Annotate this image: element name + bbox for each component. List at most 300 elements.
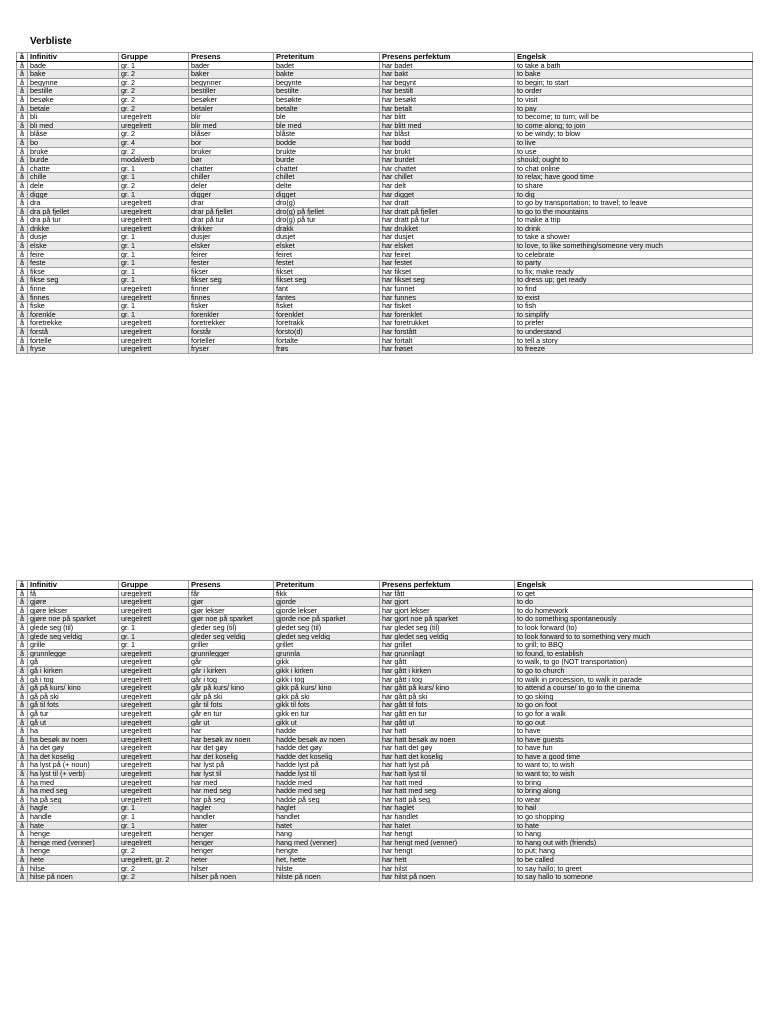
cell-gruppe: modalverb	[119, 156, 189, 165]
cell-infinitiv: bestille	[28, 87, 119, 96]
cell-gruppe: uregelrett	[119, 787, 189, 796]
cell-gruppe: uregelrett	[119, 830, 189, 839]
infinitive-marker: å	[17, 632, 28, 641]
table-row	[17, 658, 753, 667]
cell-infinitiv: finnes	[28, 293, 119, 302]
cell-presens-perfektum: har hatt lyst på	[380, 761, 515, 770]
cell-gruppe: uregelrett	[119, 701, 189, 710]
infinitive-marker: å	[17, 847, 28, 856]
cell-presens-perfektum: har badet	[380, 61, 515, 70]
infinitive-marker: å	[17, 61, 28, 70]
cell-presens: går på ski	[189, 692, 274, 701]
infinitive-marker: å	[17, 267, 28, 276]
table-row	[17, 70, 753, 79]
cell-presens: fester	[189, 259, 274, 268]
cell-presens-perfektum: har gått ut	[380, 718, 515, 727]
cell-gruppe: uregelrett	[119, 216, 189, 225]
cell-presens-perfektum: har hengt med (venner)	[380, 838, 515, 847]
cell-presens-perfektum: har hatt på seg	[380, 795, 515, 804]
cell-presens-perfektum: har gjort noe på sparket	[380, 615, 515, 624]
infinitive-marker: å	[17, 319, 28, 328]
cell-preteritum: feiret	[274, 250, 380, 259]
cell-presens-perfektum: har gått i kirken	[380, 666, 515, 675]
cell-preteritum: gikk til fots	[274, 701, 380, 710]
cell-gruppe: uregelrett	[119, 718, 189, 727]
table-row	[17, 795, 753, 804]
cell-presens: har lyst til	[189, 770, 274, 779]
cell-presens: forstår	[189, 328, 274, 337]
cell-infinitiv: bade	[28, 61, 119, 70]
cell-infinitiv: få	[28, 589, 119, 598]
cell-presens: går til fots	[189, 701, 274, 710]
cell-gruppe: uregelrett	[119, 684, 189, 693]
cell-presens-perfektum: har hatt det gøy	[380, 744, 515, 753]
infinitive-marker: å	[17, 156, 28, 165]
table-row	[17, 121, 753, 130]
infinitive-marker: å	[17, 242, 28, 251]
table-row	[17, 216, 753, 225]
cell-presens-perfektum: har gått på ski	[380, 692, 515, 701]
cell-presens: får	[189, 589, 274, 598]
cell-preteritum: hadde på seg	[274, 795, 380, 804]
infinitive-marker: å	[17, 821, 28, 830]
cell-preteritum: burde	[274, 156, 380, 165]
infinitive-marker: å	[17, 709, 28, 718]
cell-preteritum: fikset seg	[274, 276, 380, 285]
infinitive-marker: å	[17, 293, 28, 302]
cell-presens-perfektum: har haglet	[380, 804, 515, 813]
cell-engelsk: to go out	[515, 718, 753, 727]
header-infinitiv: Infinitiv	[28, 581, 119, 590]
infinitive-marker: å	[17, 147, 28, 156]
infinitive-marker: å	[17, 104, 28, 113]
table-row	[17, 259, 753, 268]
cell-engelsk: to put; hang	[515, 847, 753, 856]
cell-infinitiv: finne	[28, 285, 119, 294]
cell-presens: blir	[189, 113, 274, 122]
table-row	[17, 856, 753, 865]
cell-presens-perfektum: har gått	[380, 658, 515, 667]
cell-gruppe: gr. 4	[119, 138, 189, 147]
cell-gruppe: gr. 2	[119, 104, 189, 113]
cell-presens: gjør	[189, 598, 274, 607]
cell-preteritum: gjorde noe på sparket	[274, 615, 380, 624]
cell-preteritum: haglet	[274, 804, 380, 813]
table-row	[17, 138, 753, 147]
table-row	[17, 336, 753, 345]
cell-gruppe: uregelrett	[119, 121, 189, 130]
infinitive-marker: å	[17, 95, 28, 104]
cell-preteritum: drakk	[274, 224, 380, 233]
cell-presens: bestiller	[189, 87, 274, 96]
cell-preteritum: brukte	[274, 147, 380, 156]
cell-preteritum: gledet seg (til)	[274, 623, 380, 632]
cell-preteritum: bestilte	[274, 87, 380, 96]
page-title: Verbliste	[30, 36, 72, 47]
infinitive-marker: å	[17, 727, 28, 736]
table-row	[17, 104, 753, 113]
cell-gruppe: uregelrett	[119, 727, 189, 736]
header-presens: Presens	[189, 53, 274, 62]
table-row	[17, 164, 753, 173]
header-prefix-cell: å	[17, 581, 28, 590]
cell-infinitiv: ha med	[28, 778, 119, 787]
cell-presens-perfektum: har blitt med	[380, 121, 515, 130]
cell-gruppe: uregelrett	[119, 336, 189, 345]
cell-preteritum: fortalte	[274, 336, 380, 345]
cell-presens: gleder seg (til)	[189, 623, 274, 632]
cell-preteritum: gjorde lekser	[274, 606, 380, 615]
cell-presens: gjør noe på sparket	[189, 615, 274, 624]
cell-presens-perfektum: har dratt på tur	[380, 216, 515, 225]
cell-preteritum: gikk en tur	[274, 709, 380, 718]
cell-infinitiv: digge	[28, 190, 119, 199]
cell-presens-perfektum: har begynt	[380, 78, 515, 87]
cell-gruppe: gr. 1	[119, 190, 189, 199]
cell-infinitiv: bo	[28, 138, 119, 147]
cell-presens: handler	[189, 813, 274, 822]
cell-infinitiv: fiske	[28, 302, 119, 311]
cell-gruppe: uregelrett	[119, 207, 189, 216]
cell-presens-perfektum: har hatt det koselig	[380, 752, 515, 761]
infinitive-marker: å	[17, 684, 28, 693]
table-header-row	[17, 581, 753, 590]
table-row	[17, 718, 753, 727]
cell-gruppe: uregelrett	[119, 692, 189, 701]
infinitive-marker: å	[17, 328, 28, 337]
header-presens-perfektum: Presens perfektum	[380, 53, 515, 62]
table-row	[17, 761, 753, 770]
cell-preteritum: dusjet	[274, 233, 380, 242]
header-prefix-cell: å	[17, 53, 28, 62]
cell-gruppe: gr. 1	[119, 310, 189, 319]
cell-infinitiv: fryse	[28, 345, 119, 354]
cell-infinitiv: glede seg (til)	[28, 623, 119, 632]
cell-presens-perfektum: har bakt	[380, 70, 515, 79]
cell-engelsk: to relax; have good time	[515, 173, 753, 182]
cell-infinitiv: ha lyst til (+ verb)	[28, 770, 119, 779]
cell-infinitiv: ha det koselig	[28, 752, 119, 761]
cell-gruppe: gr. 2	[119, 181, 189, 190]
cell-gruppe: gr. 1	[119, 250, 189, 259]
infinitive-marker: å	[17, 666, 28, 675]
cell-infinitiv: henge	[28, 830, 119, 839]
cell-infinitiv: bli	[28, 113, 119, 122]
cell-engelsk: to have a good time	[515, 752, 753, 761]
cell-gruppe: uregelrett	[119, 199, 189, 208]
cell-engelsk: to go to the mountains	[515, 207, 753, 216]
infinitive-marker: å	[17, 190, 28, 199]
cell-gruppe: gr. 2	[119, 873, 189, 882]
table-row	[17, 130, 753, 139]
cell-presens-perfektum: har gått på kurs/ kino	[380, 684, 515, 693]
table-row	[17, 666, 753, 675]
cell-engelsk: to live	[515, 138, 753, 147]
cell-presens: fryser	[189, 345, 274, 354]
cell-presens: går i tog	[189, 675, 274, 684]
cell-preteritum: besøkte	[274, 95, 380, 104]
cell-gruppe: gr. 1	[119, 813, 189, 822]
cell-presens: fikser	[189, 267, 274, 276]
cell-engelsk: to found, to establish	[515, 649, 753, 658]
cell-gruppe: gr. 1	[119, 641, 189, 650]
cell-preteritum: gikk på kurs/ kino	[274, 684, 380, 693]
cell-gruppe: gr. 2	[119, 70, 189, 79]
cell-gruppe: gr. 1	[119, 302, 189, 311]
cell-infinitiv: henge	[28, 847, 119, 856]
cell-engelsk: to go to church	[515, 666, 753, 675]
table-row	[17, 735, 753, 744]
cell-engelsk: to be called	[515, 856, 753, 865]
table-row	[17, 293, 753, 302]
cell-engelsk: to bring	[515, 778, 753, 787]
cell-infinitiv: forenkle	[28, 310, 119, 319]
cell-preteritum: fikset	[274, 267, 380, 276]
cell-gruppe: gr. 2	[119, 87, 189, 96]
cell-presens: blir med	[189, 121, 274, 130]
cell-engelsk: to do	[515, 598, 753, 607]
infinitive-marker: å	[17, 718, 28, 727]
cell-presens: går	[189, 658, 274, 667]
header-gruppe: Gruppe	[119, 53, 189, 62]
infinitive-marker: å	[17, 623, 28, 632]
cell-infinitiv: bruke	[28, 147, 119, 156]
cell-infinitiv: gå på ski	[28, 692, 119, 701]
cell-infinitiv: ha	[28, 727, 119, 736]
infinitive-marker: å	[17, 78, 28, 87]
cell-preteritum: gikk	[274, 658, 380, 667]
cell-presens: deler	[189, 181, 274, 190]
cell-gruppe: gr. 2	[119, 95, 189, 104]
cell-engelsk: to understand	[515, 328, 753, 337]
cell-engelsk: to hail	[515, 804, 753, 813]
cell-presens-perfektum: har gått til fots	[380, 701, 515, 710]
cell-infinitiv: chille	[28, 173, 119, 182]
cell-infinitiv: forstå	[28, 328, 119, 337]
cell-presens-perfektum: har gledet seg veldig	[380, 632, 515, 641]
cell-engelsk: to hang out with (friends)	[515, 838, 753, 847]
cell-presens: elsker	[189, 242, 274, 251]
cell-presens-perfektum: har drukket	[380, 224, 515, 233]
cell-infinitiv: hete	[28, 856, 119, 865]
cell-infinitiv: chatte	[28, 164, 119, 173]
cell-presens-perfektum: har gått i tog	[380, 675, 515, 684]
table-row	[17, 233, 753, 242]
cell-presens-perfektum: har betalt	[380, 104, 515, 113]
cell-infinitiv: feire	[28, 250, 119, 259]
cell-engelsk: to dig	[515, 190, 753, 199]
cell-presens-perfektum: har hatt med seg	[380, 787, 515, 796]
verb-table-2	[16, 580, 753, 882]
cell-infinitiv: betale	[28, 104, 119, 113]
infinitive-marker: å	[17, 864, 28, 873]
cell-preteritum: frøs	[274, 345, 380, 354]
cell-presens-perfektum: har bestilt	[380, 87, 515, 96]
table-row	[17, 310, 753, 319]
cell-gruppe: uregelrett, gr. 2	[119, 856, 189, 865]
cell-infinitiv: dusje	[28, 233, 119, 242]
table-row	[17, 302, 753, 311]
cell-presens-perfektum: har chattet	[380, 164, 515, 173]
cell-engelsk: to fix; make ready	[515, 267, 753, 276]
cell-gruppe: gr. 1	[119, 632, 189, 641]
cell-presens-perfektum: har fortalt	[380, 336, 515, 345]
table-row	[17, 199, 753, 208]
cell-gruppe: gr. 1	[119, 804, 189, 813]
cell-engelsk: to go shopping	[515, 813, 753, 822]
cell-engelsk: to go by transportation; to travel; to leave	[515, 199, 753, 208]
cell-gruppe: uregelrett	[119, 113, 189, 122]
infinitive-marker: å	[17, 259, 28, 268]
cell-presens: blåser	[189, 130, 274, 139]
cell-presens-perfektum: har gjort lekser	[380, 606, 515, 615]
cell-engelsk: to wear	[515, 795, 753, 804]
table-row	[17, 821, 753, 830]
cell-preteritum: gledet seg veldig	[274, 632, 380, 641]
cell-engelsk: to tell a story	[515, 336, 753, 345]
cell-gruppe: uregelrett	[119, 589, 189, 598]
cell-presens: fikser seg	[189, 276, 274, 285]
cell-presens-perfektum: har delt	[380, 181, 515, 190]
cell-infinitiv: besøke	[28, 95, 119, 104]
cell-infinitiv: ha på seg	[28, 795, 119, 804]
cell-gruppe: uregelrett	[119, 735, 189, 744]
table-row	[17, 276, 753, 285]
cell-gruppe: uregelrett	[119, 675, 189, 684]
cell-preteritum: hatet	[274, 821, 380, 830]
infinitive-marker: å	[17, 873, 28, 882]
table-row	[17, 589, 753, 598]
cell-engelsk: to take a bath	[515, 61, 753, 70]
table-row	[17, 701, 753, 710]
cell-gruppe: gr. 1	[119, 276, 189, 285]
cell-presens: har på seg	[189, 795, 274, 804]
cell-presens: har	[189, 727, 274, 736]
cell-gruppe: uregelrett	[119, 615, 189, 624]
table-row	[17, 190, 753, 199]
cell-presens-perfektum: har blåst	[380, 130, 515, 139]
cell-engelsk: to make a trip	[515, 216, 753, 225]
cell-preteritum: gikk ut	[274, 718, 380, 727]
cell-gruppe: gr. 1	[119, 259, 189, 268]
cell-presens: digger	[189, 190, 274, 199]
table-row	[17, 87, 753, 96]
infinitive-marker: å	[17, 598, 28, 607]
infinitive-marker: å	[17, 701, 28, 710]
cell-engelsk: to drink	[515, 224, 753, 233]
cell-engelsk: to hang	[515, 830, 753, 839]
cell-infinitiv: begynne	[28, 78, 119, 87]
cell-gruppe: gr. 2	[119, 78, 189, 87]
cell-preteritum: gikk i kirken	[274, 666, 380, 675]
cell-presens: gleder seg veldig	[189, 632, 274, 641]
cell-infinitiv: elske	[28, 242, 119, 251]
cell-infinitiv: gjøre	[28, 598, 119, 607]
cell-engelsk: to want to; to wish	[515, 770, 753, 779]
cell-engelsk: to fish	[515, 302, 753, 311]
table-row	[17, 242, 753, 251]
cell-gruppe: gr. 1	[119, 233, 189, 242]
cell-presens-perfektum: har brukt	[380, 147, 515, 156]
cell-preteritum: hadde lyst til	[274, 770, 380, 779]
cell-preteritum: hadde det koselig	[274, 752, 380, 761]
cell-presens: gjør lekser	[189, 606, 274, 615]
cell-engelsk: to have	[515, 727, 753, 736]
infinitive-marker: å	[17, 744, 28, 753]
cell-preteritum: hadde med	[274, 778, 380, 787]
header-infinitiv: Infinitiv	[28, 53, 119, 62]
header-gruppe: Gruppe	[119, 581, 189, 590]
cell-presens: hagler	[189, 804, 274, 813]
infinitive-marker: å	[17, 761, 28, 770]
table-row	[17, 727, 753, 736]
table-row	[17, 181, 753, 190]
cell-presens: har med seg	[189, 787, 274, 796]
cell-engelsk: to bake	[515, 70, 753, 79]
cell-presens-perfektum: har grillet	[380, 641, 515, 650]
cell-gruppe: uregelrett	[119, 328, 189, 337]
cell-engelsk: to come along; to join	[515, 121, 753, 130]
cell-infinitiv: grille	[28, 641, 119, 650]
cell-gruppe: gr. 2	[119, 847, 189, 856]
cell-engelsk: to get	[515, 589, 753, 598]
cell-preteritum: ble	[274, 113, 380, 122]
cell-preteritum: forenklet	[274, 310, 380, 319]
cell-gruppe: gr. 1	[119, 242, 189, 251]
cell-presens-perfektum: har burdet	[380, 156, 515, 165]
cell-presens: bruker	[189, 147, 274, 156]
table-row	[17, 615, 753, 624]
cell-presens-perfektum: har dratt på fjellet	[380, 207, 515, 216]
cell-engelsk: to take a shower	[515, 233, 753, 242]
cell-presens: drar	[189, 199, 274, 208]
cell-infinitiv: bake	[28, 70, 119, 79]
cell-presens: henger	[189, 838, 274, 847]
cell-gruppe: uregelrett	[119, 838, 189, 847]
cell-preteritum: hilste	[274, 864, 380, 873]
cell-preteritum: handlet	[274, 813, 380, 822]
cell-infinitiv: hagle	[28, 804, 119, 813]
cell-preteritum: fikk	[274, 589, 380, 598]
table-row	[17, 113, 753, 122]
cell-gruppe: uregelrett	[119, 598, 189, 607]
cell-presens: har det koselig	[189, 752, 274, 761]
table-row	[17, 873, 753, 882]
infinitive-marker: å	[17, 113, 28, 122]
cell-presens-perfektum: har gjort	[380, 598, 515, 607]
cell-infinitiv: gjøre noe på sparket	[28, 615, 119, 624]
infinitive-marker: å	[17, 752, 28, 761]
table-row	[17, 787, 753, 796]
cell-gruppe: uregelrett	[119, 778, 189, 787]
cell-gruppe: uregelrett	[119, 795, 189, 804]
table-row	[17, 675, 753, 684]
cell-infinitiv: feste	[28, 259, 119, 268]
cell-engelsk: to visit	[515, 95, 753, 104]
cell-presens-perfektum: har festet	[380, 259, 515, 268]
cell-gruppe: uregelrett	[119, 770, 189, 779]
cell-engelsk: to pay	[515, 104, 753, 113]
cell-gruppe: uregelrett	[119, 345, 189, 354]
cell-infinitiv: ha lyst på (+ noun)	[28, 761, 119, 770]
cell-gruppe: gr. 2	[119, 147, 189, 156]
cell-infinitiv: dra på fjellet	[28, 207, 119, 216]
cell-infinitiv: henge med (venner)	[28, 838, 119, 847]
cell-engelsk: to order	[515, 87, 753, 96]
infinitive-marker: å	[17, 778, 28, 787]
cell-engelsk: to share	[515, 181, 753, 190]
table-row	[17, 752, 753, 761]
